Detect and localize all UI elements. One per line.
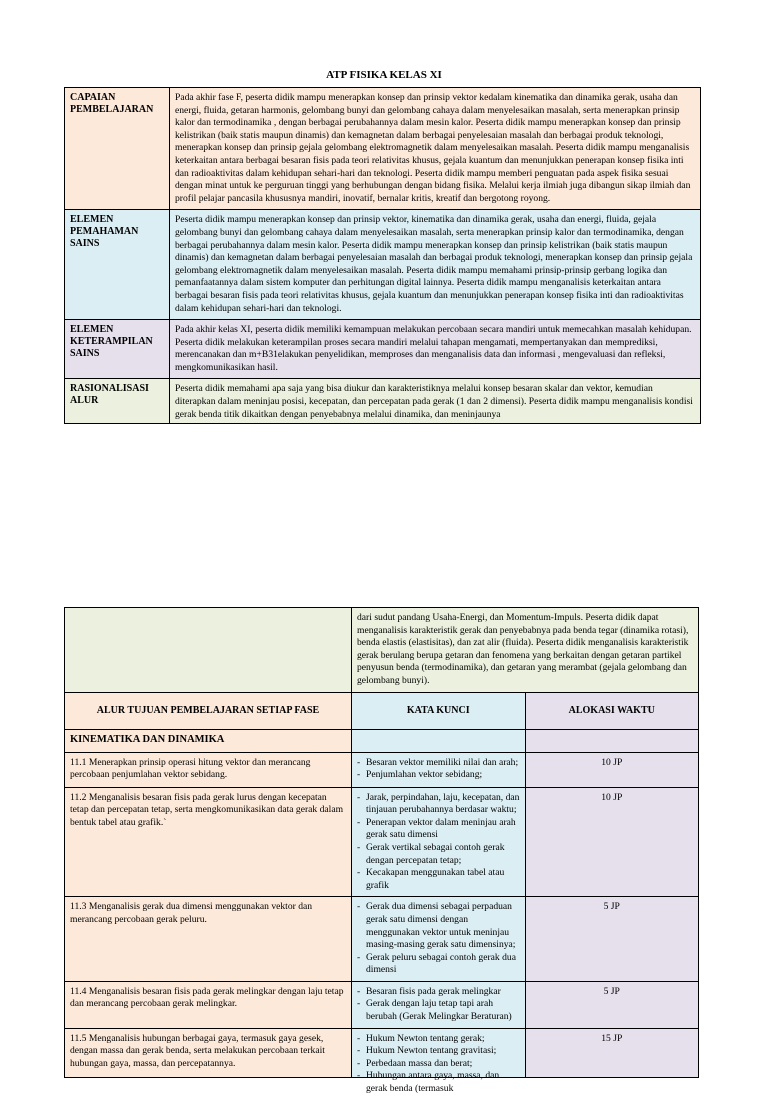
tujuan-text: 11.5 Menganalisis hubungan berbagai gaya, termasuk gaya gesek, dengan massa dan gerak benda, serta melakukan percobaan terkait hubungan gaya, massa, dan percepatannya. <box>70 1032 325 1069</box>
rasionalisasi-text: Peserta didik memahami apa saja yang bisa diukur dan karakteristiknya melalui konsep besaran skalar dan vektor, kemudian diterapkan dalam meninjau posisi, kecepatan, dan percepatan pada gerak (1 dan 2 dimensi). Peserta didik mampu menganalisis kondisi gerak benda titik dikaitkan dengan penyebabnya melalui dinamika, dan meninjaunya <box>175 383 693 420</box>
alokasi-cell: 5 JP <box>525 981 699 1028</box>
list-item: - Jarak, perpindahan, laju, kecepatan, dan tinjauan perubahannya berdasar waktu; <box>357 792 520 817</box>
section-empty-cell <box>525 729 699 752</box>
table-row <box>65 1028 699 1077</box>
kata-kunci-cell <box>352 981 526 1028</box>
row-label-keterampilan: ELEMEN KETERAMPILAN SAINS <box>65 320 170 379</box>
table-row <box>65 897 699 982</box>
list-item: - Hukum Newton tentang gerak; <box>357 1033 520 1046</box>
table-row <box>65 981 699 1028</box>
kata-kunci-list <box>357 986 520 1024</box>
kata-kunci-cell <box>352 897 526 982</box>
learning-outcomes-table <box>64 87 701 424</box>
continuation-text: dari sudut pandang Usaha-Energi, dan Momentum-Impuls. Peserta didik dapat menganalisis karakteristik gerak dan penyebabnya pada benda tegar (dinamika rotasi), benda elastis (elastisitas), dan zat alir (fluida). Peserta didik menganalisis karakteristik gerak berulang berupa getaran dan fenomena yang berkaitan dengan getaran partikel penyusun benda (termodinamika), dan getaran yang merambat (gejala gelombang dan gelombang bunyi). <box>352 608 699 693</box>
row-text-rasionalisasi <box>170 379 701 424</box>
list-item: - Gerak peluru sebagai contoh gerak dua dimensi <box>357 952 520 977</box>
tujuan-cell: 11.4 Menganalisis besaran fisis pada gerak melingkar dengan laju tetap dan merancang percobaan gerak melingkar. <box>65 981 352 1028</box>
table-row <box>65 88 701 210</box>
section-row <box>65 729 699 752</box>
section-title: KINEMATIKA DAN DINAMIKA <box>65 729 352 752</box>
table-row <box>65 608 699 693</box>
kata-kunci-list <box>357 792 520 893</box>
kata-kunci-cell <box>352 787 526 897</box>
section-empty-cell <box>352 729 526 752</box>
kata-kunci-cell <box>352 752 526 787</box>
list-item: - Gerak vertikal sebagai contoh gerak dengan percepatan tetap; <box>357 842 520 867</box>
table-row <box>65 787 699 897</box>
table-header-row <box>65 692 699 729</box>
tujuan-cell: 11.1 Menerapkan prinsip operasi hitung vektor dan merancang percobaan penjumlahan vektor sebidang. <box>65 752 352 787</box>
continuation-label-cell <box>65 608 352 693</box>
row-text-pemahaman: Peserta didik mampu menerapkan konsep dan prinsip vektor, kinematika dan dinamika gerak, usaha dan energi, fluida, gejala gelombang bunyi dan gelombang cahaya dalam menyelesaikan masalah, serta menerapkan prinsip kalor dan termodinamika, dengan berbagai perubahannya dalam mesin kalor. Peserta didik mampu menerapkan konsep dan prinsip kelistrikan (baik statis maupun dinamis) dan kemagnetan dalam berbagai penyelesaian masalah dan berbagai produk teknologi, menerapkan konsep dan prinsip gejala gelombang elektromagnetik dalam menyelesaikan masalah. Peserta didik mampu memahami prinsip-prinsip gerbang logika dan pemanfaatannya dalam sistem komputer dan perhitungan digital lainnya. Peserta didik mampu menganalisis keterkaitan antara berbagai besaran fisis pada teori relativitas khusus, gejala kuantum dan menunjukkan penerapan konsep fisika inti dan radioaktivitas dalam kehidupan sehari-hari dan teknologi. <box>170 210 701 320</box>
kata-kunci-list <box>357 757 520 782</box>
list-item: - Perbedaan massa dan berat; <box>357 1058 520 1071</box>
tujuan-cell: 11.2 Menganalisis besaran fisis pada gerak lurus dengan kecepatan tetap dan percepatan tetap, serta mengkomunikasikan data gerak dalam bentuk tabel atau grafik.` <box>65 787 352 897</box>
table-row <box>65 320 701 379</box>
list-item: - Hukum Newton tentang gravitasi; <box>357 1045 520 1058</box>
alokasi-cell: 10 JP <box>525 787 699 897</box>
row-text-keterampilan: Pada akhir kelas XI, peserta didik memiliki kemampuan melakukan percobaan secara mandiri untuk memecahkan masalah kehidupan. Peserta didik melakukan keterampilan proses secara mandiri melalui tahapan mengamati, mempertanyakan dan memprediksi, merencanakan dan m+B31elakukan penyelidikan, memproses dan menganalisis data dan informasi , mengevaluasi dan refleksi, mengkomunikasikan hasil. <box>170 320 701 379</box>
alokasi-cell: 10 JP <box>525 752 699 787</box>
kata-kunci-clip <box>357 1032 520 1095</box>
row-label-rasionalisasi: RASIONALISASI ALUR <box>65 379 170 424</box>
kata-kunci-list <box>357 901 520 977</box>
alokasi-cell: 5 JP <box>525 897 699 982</box>
list-item: - Hubungan antara gaya, massa, dan gerak benda (termasuk <box>357 1070 520 1095</box>
document-title: ATP FISIKA KELAS XI <box>326 69 442 81</box>
tujuan-cell <box>65 1028 352 1077</box>
row-label-capaian: CAPAIAN PEMBELAJARAN <box>65 88 170 210</box>
header-alokasi: ALOKASI WAKTU <box>525 692 699 729</box>
table-row <box>65 379 701 424</box>
kata-kunci-cell <box>352 1028 526 1095</box>
header-kata-kunci: KATA KUNCI <box>352 692 526 729</box>
list-item: - Besaran vektor memiliki nilai dan arah; <box>357 757 520 770</box>
list-item: - Gerak dua dimensi sebagai perpaduan gerak satu dimensi dengan menggunakan vektor untuk meninjau masing-masing gerak satu dimensinya; <box>357 901 520 951</box>
table-row <box>65 210 701 320</box>
row-text-capaian: Pada akhir fase F, peserta didik mampu menerapkan konsep dan prinsip vektor kedalam kinematika dan dinamika gerak, usaha dan energi, fluida, getaran harmonis, gelombang bunyi dan gelombang cahaya dalam menyelesaikan masalah, serta menerapkan prinsip kalor dan termodinamika , dengan berbagai perubahannya dalam mesin kalor. Peserta didik mampu menerapkan konsep dan prinsip kelistrikan (baik statis maupun dinamis) dan kemagnetan dalam berbagai penyelesaian masalah dan berbagai produk teknologi, menerapkan konsep dan prinsip gejala gelombang elektromagnetik dalam menyelesaikan masalah. Peserta didik mampu menganalisis keterkaitan antara berbagai besaran fisis pada teori relativitas khusus, gejala kuantum dan menunjukkan penerapan konsep fisika inti dan radioaktivitas dalam kehidupan sehari-hari dan teknologi. Peserta didik mampu memberi penguatan pada aspek fisika sesuai dengan minat untuk ke perguruan tinggi yang berhubungan dengan bidang fisika. Melalui kerja ilmiah juga dibangun sikap ilmiah dan profil pelajar pancasila khususnya mandiri, inovatif, bernalar kritis, kreatif dan bergotong royong. <box>170 88 701 210</box>
atp-table <box>64 607 699 1095</box>
tujuan-cell: 11.3 Menganalisis gerak dua dimensi menggunakan vektor dan merancang percobaan gerak peluru. <box>65 897 352 982</box>
list-item: - Penerapan vektor dalam meninjau arah gerak satu dimensi <box>357 817 520 842</box>
alokasi-cell: 15 JP <box>525 1028 699 1077</box>
list-item: - Besaran fisis pada gerak melingkar <box>357 986 520 999</box>
kata-kunci-list <box>357 1033 520 1096</box>
list-item: - Penjumlahan vektor sebidang; <box>357 769 520 782</box>
list-item: - Gerak dengan laju tetap tapi arah berubah (Gerak Melingkar Beraturan) <box>357 998 520 1023</box>
list-item: - Kecakapan menggunakan tabel atau grafik <box>357 867 520 892</box>
row-label-pemahaman: ELEMEN PEMAHAMAN SAINS <box>65 210 170 320</box>
table-row <box>65 752 699 787</box>
header-alur: ALUR TUJUAN PEMBELAJARAN SETIAP FASE <box>65 692 352 729</box>
